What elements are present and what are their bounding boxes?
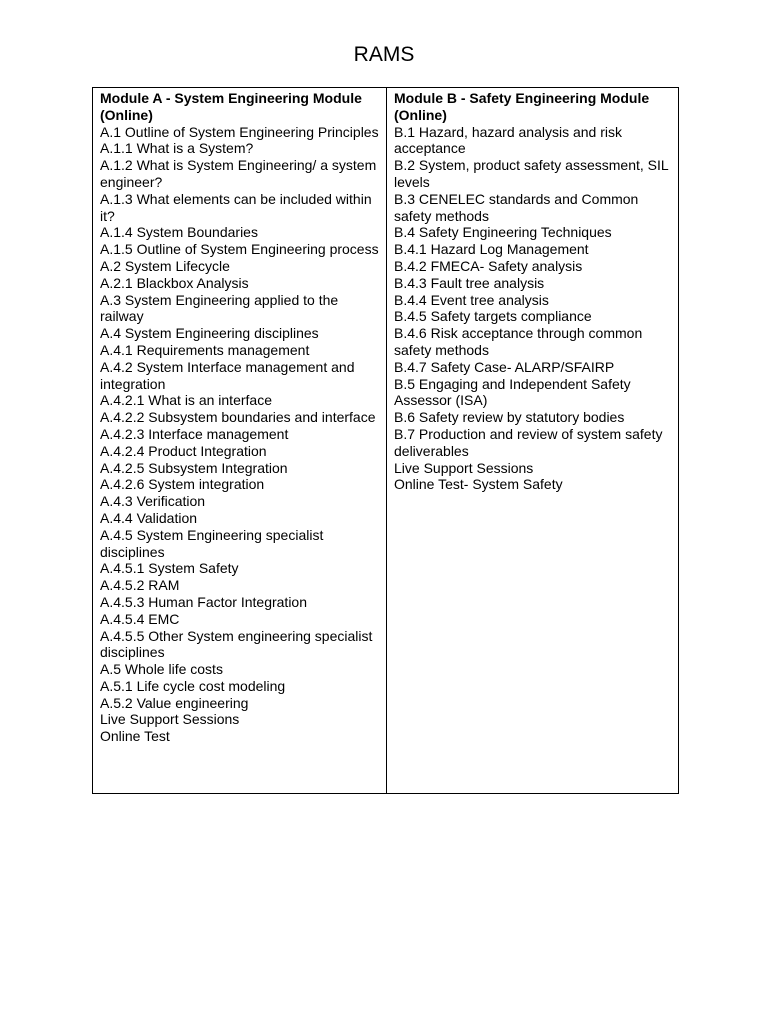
module-b-item: B.4.1 Hazard Log Management — [394, 241, 589, 258]
module-b-item: B.5 Engaging and Independent Safety Assessor (ISA) — [394, 375, 631, 409]
module-a-item: Live Support Sessions — [100, 711, 240, 728]
module-a-item: A.4.5.4 EMC — [100, 610, 180, 627]
module-b-item: B.4.4 Event tree analysis — [394, 291, 549, 308]
module-a-item: A.1.1 What is a System? — [100, 140, 254, 157]
module-a-item-list — [100, 124, 382, 745]
module-b-item: B.6 Safety review by statutory bodies — [394, 409, 625, 426]
module-a-item: A.5.1 Life cycle cost modeling — [100, 677, 286, 694]
module-a-item: A.1 Outline of System Engineering Principles — [100, 123, 379, 140]
module-b-heading: Module B - Safety Engineering Module (Online) — [394, 90, 650, 123]
module-a-item: A.1.5 Outline of System Engineering process — [100, 241, 379, 258]
module-b-item: B.7 Production and review of system safety deliverables — [394, 425, 663, 459]
module-a-heading: Module A - System Engineering Module (Online) — [100, 90, 362, 123]
module-a-item: A.4.2.1 What is an interface — [100, 392, 272, 409]
module-b-item: B.4.6 Risk acceptance through common safety methods — [394, 325, 643, 358]
module-a-item: A.2.1 Blackbox Analysis — [100, 274, 249, 291]
module-a-item: A.1.2 What is System Engineering/ a system engineer? — [100, 157, 377, 190]
module-a-item: A.4 System Engineering disciplines — [100, 325, 319, 342]
module-b-item: Online Test- System Safety — [394, 476, 563, 493]
module-b-item: B.4.7 Safety Case- ALARP/SFAIRP — [394, 358, 615, 375]
module-a-item: A.4.2.3 Interface management — [100, 425, 289, 442]
module-a-item: A.4.5.3 Human Factor Integration — [100, 593, 307, 610]
module-b-item: B.4.2 FMECA- Safety analysis — [394, 257, 583, 274]
module-a-item: A.4.1 Requirements management — [100, 341, 310, 358]
modules-table — [92, 87, 679, 794]
module-b-item: Live Support Sessions — [394, 459, 534, 476]
module-a-item: A.4.5.1 System Safety — [100, 560, 239, 577]
module-a-item: A.4.5.5 Other System engineering specialist disciplines — [100, 627, 373, 661]
module-a-item: A.5.2 Value engineering — [100, 694, 249, 711]
module-a-item: A.2 System Lifecycle — [100, 257, 230, 274]
module-b-item: B.4.3 Fault tree analysis — [394, 274, 545, 291]
module-a-item: A.4.2 System Interface management and integration — [100, 358, 355, 392]
module-a-item: A.1.4 System Boundaries — [100, 224, 258, 241]
module-b-item-list — [394, 124, 674, 494]
module-a-item: A.1.3 What elements can be included within it? — [100, 190, 372, 224]
module-b-item: B.4 Safety Engineering Techniques — [394, 224, 612, 241]
module-b-item: B.4.5 Safety targets compliance — [394, 308, 592, 325]
module-a-column — [93, 88, 387, 793]
module-a-item: A.4.5.2 RAM — [100, 577, 180, 594]
module-a-item: A.4.4 Validation — [100, 509, 198, 526]
module-a-item: A.4.2.4 Product Integration — [100, 442, 267, 459]
module-a-item: A.3 System Engineering applied to the railway — [100, 291, 339, 325]
module-b-item: B.2 System, product safety assessment, SIL levels — [394, 157, 669, 190]
module-b-column — [387, 88, 678, 793]
module-a-item: A.5 Whole life costs — [100, 661, 223, 678]
module-a-item: A.4.2.2 Subsystem boundaries and interface — [100, 409, 376, 426]
module-a-item: A.4.3 Verification — [100, 493, 206, 510]
module-a-item: A.4.5 System Engineering specialist disciplines — [100, 526, 324, 560]
document-title: RAMS — [353, 43, 415, 66]
module-b-item: B.1 Hazard, hazard analysis and risk acceptance — [394, 123, 622, 157]
module-a-item: A.4.2.5 Subsystem Integration — [100, 459, 288, 476]
module-b-item: B.3 CENELEC standards and Common safety methods — [394, 190, 639, 224]
module-a-item: A.4.2.6 System integration — [100, 476, 265, 493]
module-a-item: Online Test — [100, 728, 170, 745]
